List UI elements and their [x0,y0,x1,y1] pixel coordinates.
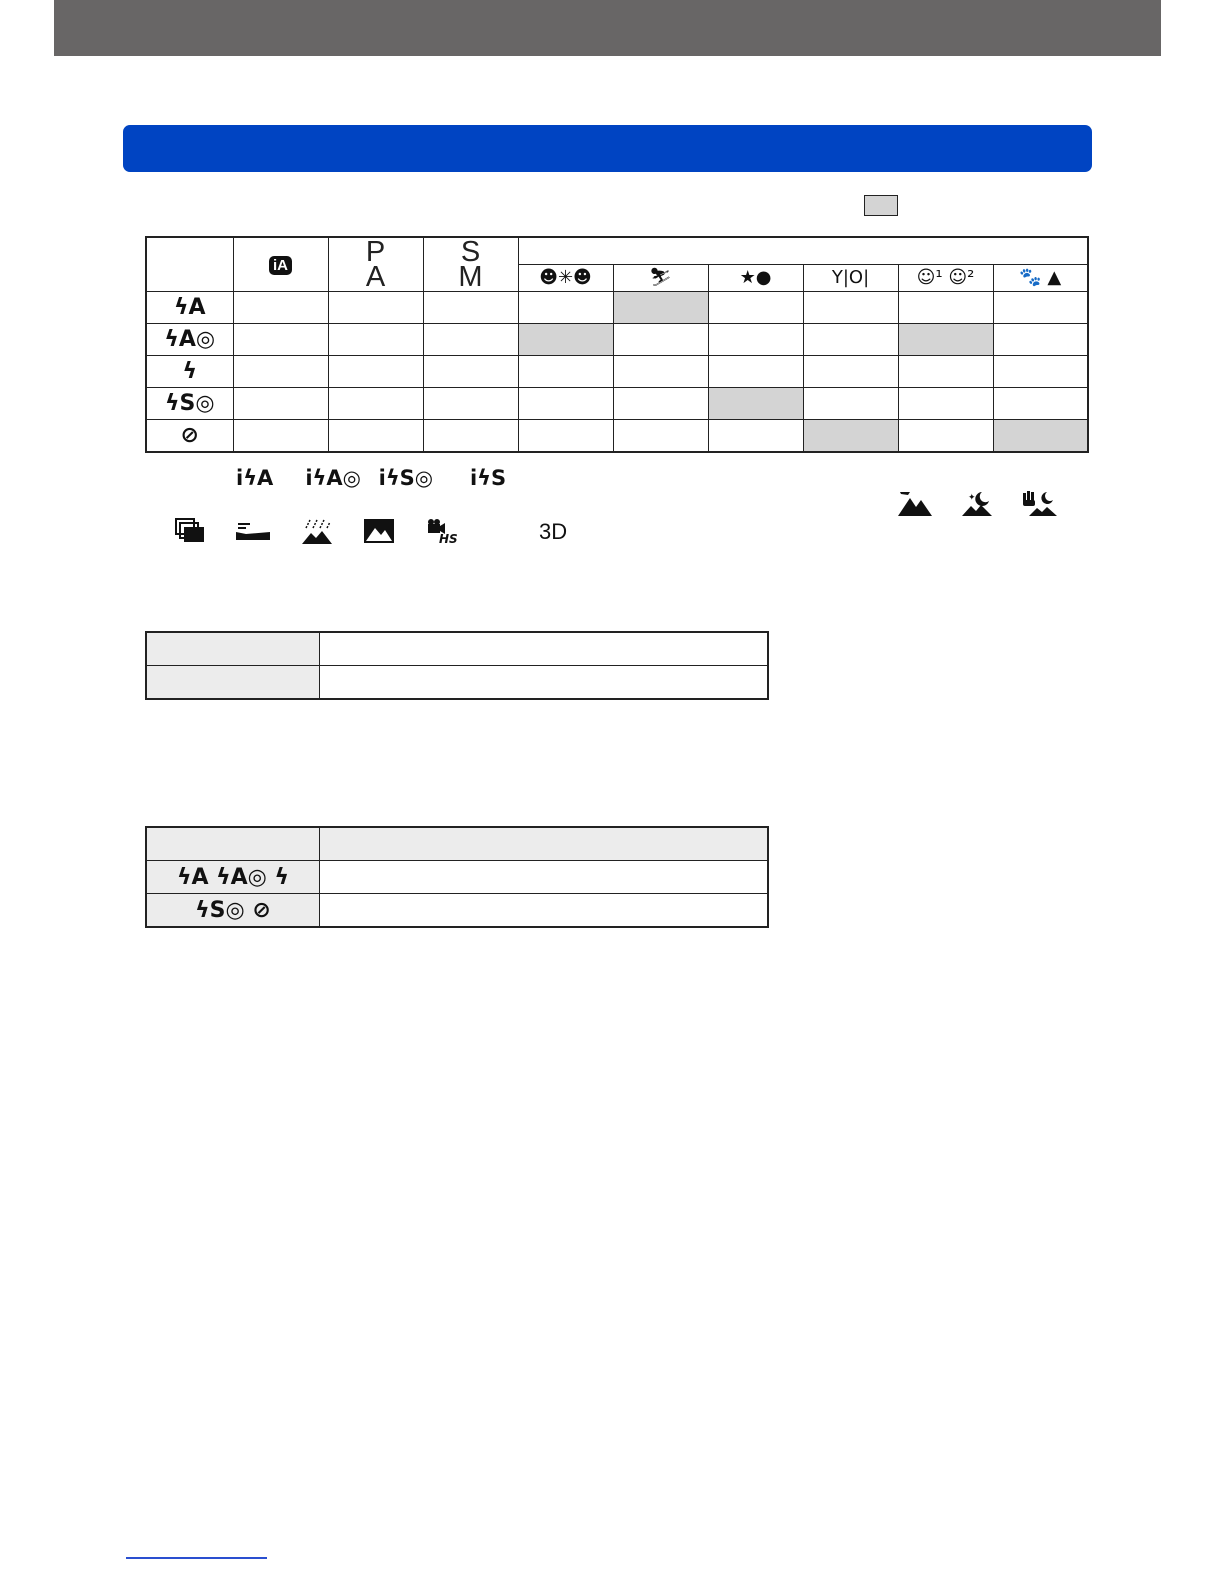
table-cell [423,388,518,420]
table-cell [708,388,803,420]
table-cell [898,388,993,420]
info-table-2 [145,631,769,700]
mode-pa-header [328,237,423,292]
slow-sync-redeye-icon: ϟS◎ [146,388,233,420]
table-cell [613,356,708,388]
scene-header-5 [993,265,1088,292]
ia-flash-auto-icon: iϟA [236,466,274,490]
table-cell [233,292,328,324]
mode-ia-header [233,237,328,292]
table-cell [803,356,898,388]
table-cell [898,292,993,324]
header-bar [54,0,1161,56]
table-cell [233,324,328,356]
svg-text:HS: HS [439,532,458,544]
pet-sunset-icon: 🐾 ▲ [1019,267,1062,288]
fireworks-icon [302,518,332,544]
table-cell [993,324,1088,356]
portrait-soft-skin-icon: ☻✳☻ [539,267,592,288]
ia-flash-auto-redeye-icon: iϟA◎ [305,466,361,490]
table-header-label [146,827,320,861]
table-cell-value [320,861,769,894]
table-cell [423,324,518,356]
table-row [146,894,768,928]
table-cell-value [320,666,769,700]
scene-header-4 [898,265,993,292]
mode-p-label: P [365,235,386,268]
high-sens-icon [363,518,395,544]
table-cell [708,420,803,453]
table-row [146,420,1088,453]
flash-modes-group-1-label: ϟA ϟA◎ ϟ [146,861,320,894]
table-cell [708,356,803,388]
scenery-icon [898,490,932,516]
table-cell-label [146,666,320,700]
flash-auto-icon: ϟA [146,292,233,324]
svg-text:✦: ✦ [968,493,976,503]
sports-icon: ⛷ [649,267,672,288]
table-cell-label [146,632,320,666]
table-cell [993,292,1088,324]
table-cell [613,324,708,356]
flash-off-icon: ⊘ [146,420,233,453]
info-table-3 [145,826,769,928]
high-speed-video-icon [427,518,463,544]
section-title-bar [123,125,1092,172]
table-cell [233,356,328,388]
intelligent-auto-icon: iA [269,256,292,275]
table-cell [328,324,423,356]
table-row [146,632,768,666]
table-row [146,292,1088,324]
table-header-value [320,827,769,861]
footer-link-underline[interactable] [126,1557,267,1559]
table-cell [708,292,803,324]
table-cell [518,292,613,324]
scene-header-0 [518,265,613,292]
night-scenery-icon [962,490,992,516]
table-cell [613,388,708,420]
baby-icon: ☺¹ ☺² [916,267,975,288]
table-cell [898,420,993,453]
table-cell [613,292,708,324]
table-cell [993,356,1088,388]
scene-header-2 [708,265,803,292]
table-cell [993,420,1088,453]
note-line-1 [236,466,530,490]
table-row [146,324,1088,356]
table-cell [518,388,613,420]
mode-m-label: M [458,260,483,293]
unavailable-legend-swatch [864,195,898,216]
flash-auto-redeye-icon: ϟA◎ [146,324,233,356]
table-cell-value [320,894,769,928]
hdr-icon [175,518,207,544]
3d-mode-label: 3D [539,519,568,544]
corner-cell [146,237,233,292]
panorama-icon [236,520,270,542]
table-row [146,388,1088,420]
table-cell [233,388,328,420]
scene-mode-group-header [518,237,1088,265]
food-icon: Y|O| [831,267,870,288]
ia-slow-sync-redeye-icon: iϟS◎ [378,466,434,490]
mode-s-label: S [460,235,481,268]
table-cell [423,292,518,324]
table-cell [423,420,518,453]
table-cell [708,324,803,356]
mode-a-label: A [365,260,386,293]
scene-header-3 [803,265,898,292]
table-cell [328,292,423,324]
table-cell [518,324,613,356]
table-row [146,666,768,700]
table-cell [803,324,898,356]
scene-header-1 [613,265,708,292]
flash-forced-on-icon: ϟ [146,356,233,388]
table-cell [898,324,993,356]
table-header-row [146,827,768,861]
table-cell [328,388,423,420]
table-cell [803,388,898,420]
flash-mode-table [145,236,1089,453]
table-cell [328,356,423,388]
table-cell [518,420,613,453]
table-cell [803,292,898,324]
ia-slow-sync-icon: iϟS [469,466,507,490]
table-cell-value [320,632,769,666]
table-cell [328,420,423,453]
table-cell [613,420,708,453]
table-row [146,356,1088,388]
night-portrait-icon: ★● [739,267,772,288]
table-row [146,861,768,894]
table-cell [423,356,518,388]
handheld-night-shot-icon [1021,490,1057,516]
table-cell [993,388,1088,420]
table-cell [898,356,993,388]
mode-sm-header [423,237,518,292]
table-cell [803,420,898,453]
flash-modes-group-2-label: ϟS◎ ⊘ [146,894,320,928]
table-cell [233,420,328,453]
table-cell [518,356,613,388]
